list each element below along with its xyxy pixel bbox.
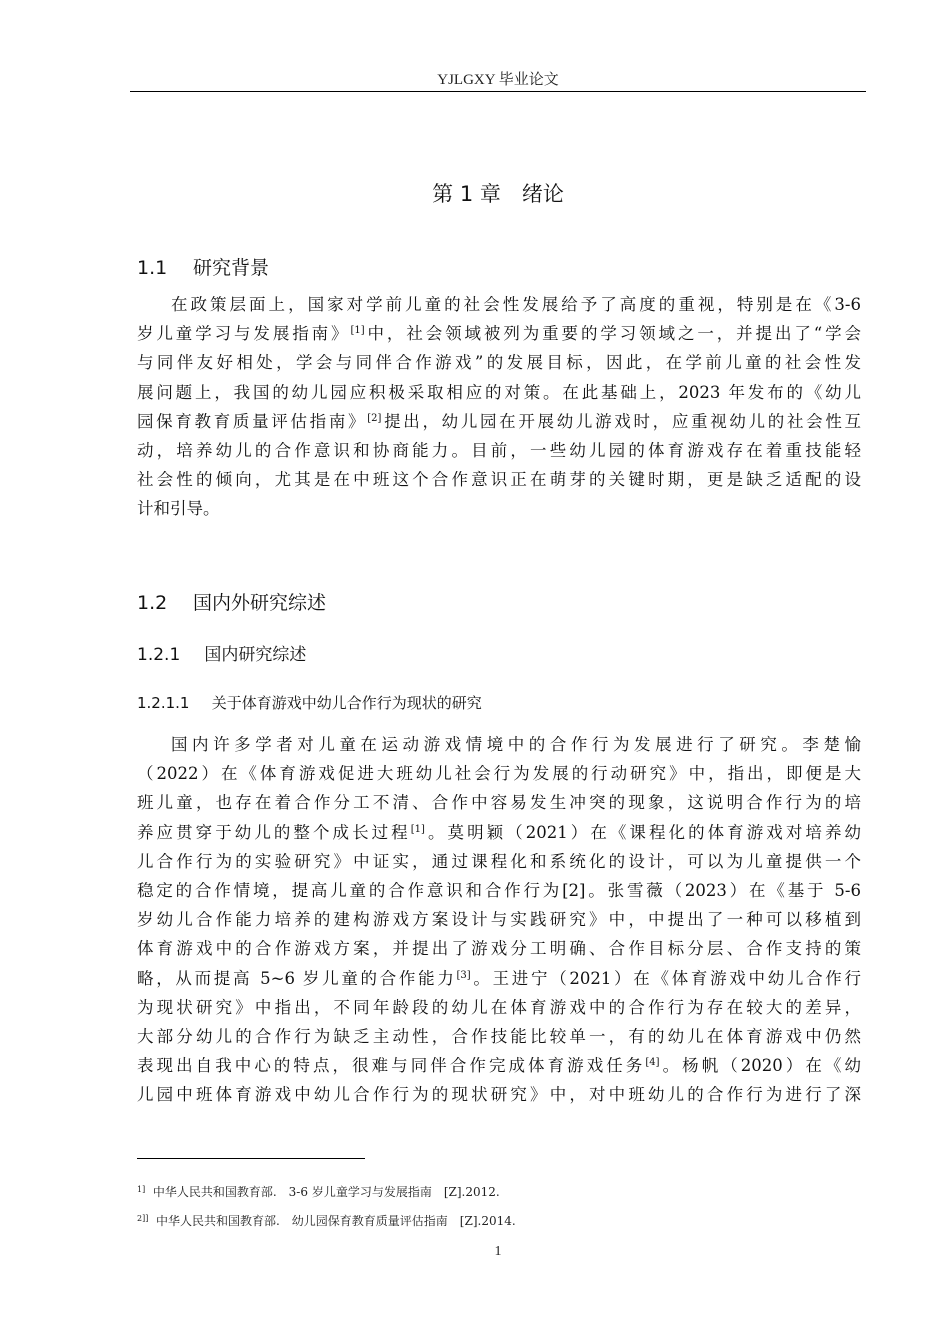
text-line: 体育游戏中的合作游戏方案，并提出了游戏分工明确、合作目标分层、合作支持的策 xyxy=(137,939,861,959)
text-span: 表现出自我中心的特点，很难与同伴合作完成体育游戏任务 xyxy=(137,1056,646,1076)
header-rule xyxy=(130,91,866,92)
text-line: 儿合作行为的实验研究》中证实，通过课程化和系统化的设计，可以为儿童提供一个 xyxy=(137,851,861,871)
section-title: 国内外研究综述 xyxy=(193,592,327,614)
citation-ref[interactable]: [3] xyxy=(456,969,471,981)
footnote-mark: 1] xyxy=(137,1185,146,1194)
paragraph-research-background xyxy=(137,290,861,524)
text-line: 儿园中班体育游戏中幼儿合作行为的现状研究》中，对中班幼儿的合作行为进行了深 xyxy=(137,1085,861,1105)
section-number: 1.2.1 xyxy=(137,645,181,665)
citation-ref[interactable]: [4] xyxy=(645,1057,660,1069)
text-span: 。杨帆（2020）在《幼 xyxy=(659,1056,861,1076)
citation-ref[interactable]: [2] xyxy=(367,412,382,424)
text-line: 计和引导。 xyxy=(137,499,220,519)
footnote-text: 中华人民共和国教育部. 3-6 岁儿童学习与发展指南 [Z].2012. xyxy=(152,1185,500,1199)
text-line xyxy=(137,964,861,993)
text-line xyxy=(137,319,861,348)
text-line: 稳定的合作情境，提高儿童的合作意识和合作行为[2]。张雪薇（2023）在《基于 5-6 xyxy=(137,880,861,900)
section-heading-1-2-1-1 xyxy=(137,692,482,713)
text-line xyxy=(137,1051,861,1080)
text-span: 中，社会领域被列为重要的学习领域之一，并提出了“学会 xyxy=(364,324,862,344)
citation-ref[interactable]: [1] xyxy=(350,325,365,337)
text-line: 社会性的倾向，尤其是在中班这个合作意识正在萌芽的关键时期，更是缺乏适配的设 xyxy=(137,470,861,490)
text-line: 与同伴友好相处，学会与同伴合作游戏”的发展目标，因此，在学前儿童的社会性发 xyxy=(137,353,861,373)
text-span: 岁儿童学习与发展指南》 xyxy=(137,324,351,344)
text-line: 国内许多学者对儿童在运动游戏情境中的合作行为发展进行了研究。李楚愉 xyxy=(171,735,861,754)
section-number: 1.1 xyxy=(137,257,168,279)
text-line: 动，培养幼儿的合作意识和协商能力。目前，一些幼儿园的体育游戏存在着重技能轻 xyxy=(137,440,861,460)
text-span: 提出，幼儿园在开展幼儿游戏时，应重视幼儿的社会性互 xyxy=(381,411,862,431)
footnote-text: 中华人民共和国教育部. 幼儿园保育教育质量评估指南 [Z].2014. xyxy=(155,1214,516,1228)
text-line: 班儿童，也存在着合作分工不清、合作中容易发生冲突的现象，这说明合作行为的培 xyxy=(137,793,861,813)
section-number: 1.2 xyxy=(137,592,168,614)
citation-ref[interactable]: [1] xyxy=(410,823,425,835)
chapter-title: 第 1 章 绪论 xyxy=(432,182,564,206)
text-span: 养应贯穿于幼儿的整个成长过程 xyxy=(137,822,411,842)
text-line: （2022）在《体育游戏促进大班幼儿社会行为发展的行动研究》中，指出，即便是大 xyxy=(137,764,861,784)
footnote-2 xyxy=(137,1212,516,1229)
section-title: 关于体育游戏中幼儿合作行为现状的研究 xyxy=(211,694,482,712)
section-title: 研究背景 xyxy=(193,257,270,279)
footnote-separator xyxy=(137,1158,365,1159)
paragraph-domestic-review xyxy=(137,730,861,1109)
text-span: 。莫明颖（2021）在《课程化的体育游戏对培养幼 xyxy=(424,822,861,842)
section-number: 1.2.1.1 xyxy=(137,694,190,712)
text-line: 为现状研究》中指出，不同年龄段的幼儿在体育游戏中的合作行为存在较大的差异， xyxy=(137,997,861,1017)
running-header: YJLGXY 毕业论文 xyxy=(437,72,559,88)
section-heading-1-2-1 xyxy=(137,640,306,665)
section-title: 国内研究综述 xyxy=(204,645,307,665)
text-line xyxy=(137,818,861,847)
text-line: 大部分幼儿的合作行为缺乏主动性，合作技能比较单一，有的幼儿在体育游戏中仍然 xyxy=(137,1026,861,1046)
text-line xyxy=(137,407,861,436)
text-span: 园保育教育质量评估指南》 xyxy=(137,411,368,431)
text-span: 。王进宁（2021）在《体育游戏中幼儿合作行 xyxy=(470,968,862,988)
page-number: 1 xyxy=(494,1244,502,1259)
section-heading-1-2 xyxy=(137,588,326,615)
text-line: 展问题上，我国的幼儿园应积极采取相应的对策。在此基础上，2023 年发布的《幼儿 xyxy=(137,382,861,402)
text-span: 略，从而提高 5~6 岁儿童的合作能力 xyxy=(137,968,457,988)
text-line: 在政策层面上，国家对学前儿童的社会性发展给予了高度的重视，特别是在《3-6 xyxy=(171,295,861,314)
text-line: 岁幼儿合作能力培养的建构游戏方案设计与实践研究》中，中提出了一种可以移植到 xyxy=(137,910,861,930)
section-heading-1-1 xyxy=(137,253,269,280)
footnote-mark: 2]] xyxy=(137,1214,149,1223)
footnote-1 xyxy=(137,1183,500,1200)
